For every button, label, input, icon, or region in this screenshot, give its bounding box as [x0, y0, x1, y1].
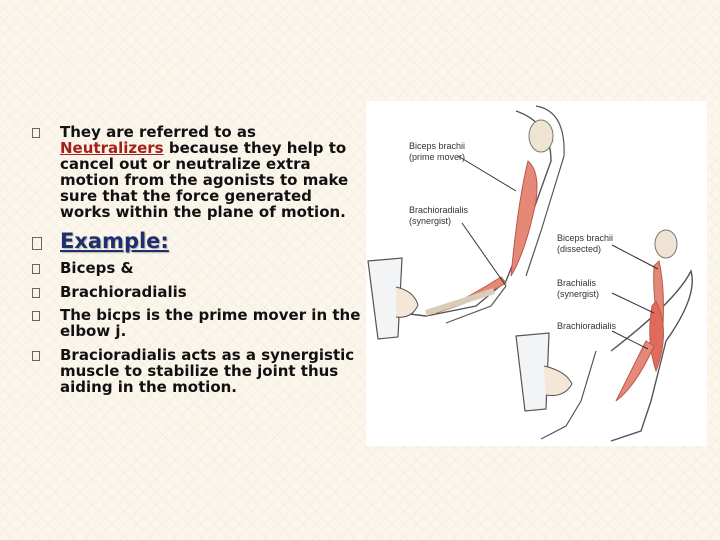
bullet-item — [32, 347, 362, 395]
bullet-item — [32, 260, 362, 276]
shoulder-joint — [529, 120, 553, 152]
label-brachioradialis: Brachioradialis — [557, 321, 617, 331]
leader-line — [462, 223, 506, 286]
glass — [516, 333, 549, 411]
arm-illustration — [366, 101, 707, 446]
bullet-icon — [32, 264, 40, 274]
intro-prefix: They are referred to as — [60, 123, 256, 141]
arm-muscle-figure — [366, 101, 707, 446]
label-biceps-dissected: Biceps brachii (dissected) — [557, 233, 614, 254]
bullet-text-brachioradialis: Brachioradialis — [60, 283, 187, 301]
bullet-icon — [32, 351, 40, 361]
label-brachialis-synergist: Brachialis (synergist) — [557, 278, 600, 299]
bullet-text-prime-mover: The bicps is the prime mover in the elbow j. — [60, 306, 361, 340]
neutralizers-term: Neutralizers — [60, 139, 164, 157]
elbow-joint — [655, 230, 677, 258]
intro-paragraph — [60, 124, 362, 220]
brachioradialis-muscle-lower — [616, 341, 654, 401]
bullet-item — [32, 307, 362, 339]
bullet-text-biceps: Biceps & — [60, 259, 134, 277]
biceps-muscle — [511, 161, 537, 276]
leader-line — [612, 293, 654, 313]
bullet-item — [32, 284, 362, 300]
bullet-icon — [32, 128, 40, 138]
hand — [396, 287, 418, 317]
bullet-icon — [32, 311, 40, 321]
leader-line — [458, 156, 516, 191]
bullet-icon — [32, 237, 42, 250]
leader-line — [612, 245, 658, 269]
bullet-example — [32, 229, 362, 253]
bullet-icon — [32, 288, 40, 298]
label-biceps-prime-mover: Biceps brachii (prime mover) — [409, 141, 466, 162]
label-brachioradialis-synergist: Brachioradialis (synergist) — [409, 205, 469, 226]
bullet-intro — [32, 124, 362, 220]
hand — [544, 366, 572, 396]
bullet-text-synergist: Bracioradialis acts as a synergistic muscle to stabilize the joint thus aiding in the motion. — [60, 346, 355, 396]
example-heading: Example: — [60, 229, 169, 253]
intro-suffix: because they help to cancel out or neutralize extra motion from the agonists to make sure that the force generated works within the plane of motion. — [60, 139, 349, 221]
bullet-list — [32, 124, 362, 395]
